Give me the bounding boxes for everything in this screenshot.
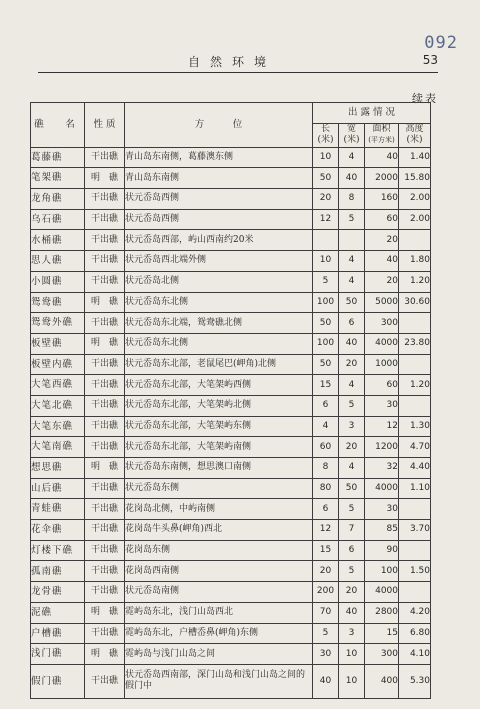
cell-location: 花岗岛北侧，中屿南侧	[125, 499, 313, 520]
cell-name: 浅门礁	[31, 644, 85, 665]
cell-nature: 干出礁	[85, 623, 125, 644]
cell-height: 2.00	[399, 189, 431, 210]
cell-name: 大笔北礁	[31, 395, 85, 416]
cell-location: 状元岙岛东北部，大笔架屿北侧	[125, 395, 313, 416]
cell-height: 4.10	[399, 644, 431, 665]
cell-area: 30	[365, 499, 399, 520]
cell-area: 32	[365, 458, 399, 479]
cell-area: 300	[365, 644, 399, 665]
cell-name: 泥礁	[31, 602, 85, 623]
cell-nature: 明 礁	[85, 602, 125, 623]
table-row	[31, 582, 431, 603]
cell-length: 12	[313, 209, 339, 230]
table-row	[31, 499, 431, 520]
cell-width: 5	[339, 561, 365, 582]
cell-height: 1.40	[399, 147, 431, 168]
cell-height: 6.80	[399, 623, 431, 644]
cell-nature: 干出礁	[85, 520, 125, 541]
cell-name: 青蛙礁	[31, 499, 85, 520]
cell-width: 3	[339, 416, 365, 437]
cell-height	[399, 582, 431, 603]
cell-width: 4	[339, 251, 365, 272]
cell-width: 40	[339, 602, 365, 623]
cell-area: 1000	[365, 354, 399, 375]
cell-area: 100	[365, 561, 399, 582]
cell-name: 大笔西礁	[31, 375, 85, 396]
cell-area: 15	[365, 623, 399, 644]
cell-height: 4.70	[399, 437, 431, 458]
cell-area: 4000	[365, 478, 399, 499]
cell-width: 4	[339, 271, 365, 292]
cell-width: 7	[339, 520, 365, 541]
cell-nature: 干出礁	[85, 271, 125, 292]
cell-length: 50	[313, 168, 339, 189]
cell-length: 6	[313, 499, 339, 520]
cell-nature: 干出礁	[85, 147, 125, 168]
cell-length: 200	[313, 582, 339, 603]
cell-location: 状元岙岛东北部，大笔架屿西侧	[125, 375, 313, 396]
cell-location: 状元岙岛西部，屿山西南约20米	[125, 230, 313, 251]
cell-location: 花岗岛东侧	[125, 540, 313, 561]
cell-height	[399, 395, 431, 416]
cell-area: 4000	[365, 333, 399, 354]
cell-length	[313, 230, 339, 251]
header-width: 宽 (米)	[339, 123, 365, 147]
cell-name: 大笔东礁	[31, 416, 85, 437]
cell-area: 60	[365, 375, 399, 396]
cell-area: 1200	[365, 437, 399, 458]
table-row	[31, 271, 431, 292]
table-row	[31, 664, 431, 698]
cell-length: 40	[313, 664, 339, 698]
cell-length: 5	[313, 271, 339, 292]
cell-height: 3.70	[399, 520, 431, 541]
cell-nature: 干出礁	[85, 437, 125, 458]
cell-location: 状元岙岛西南部，深门山岛和浅门山岛之间的假门中	[125, 664, 313, 698]
cell-name: 笔架礁	[31, 168, 85, 189]
cell-area: 40	[365, 147, 399, 168]
cell-name: 灯楼下礁	[31, 540, 85, 561]
cell-width: 5	[339, 395, 365, 416]
cell-length: 5	[313, 623, 339, 644]
cell-width: 4	[339, 147, 365, 168]
cell-length: 70	[313, 602, 339, 623]
cell-length: 10	[313, 147, 339, 168]
cell-height: 15.80	[399, 168, 431, 189]
cell-location: 状元岙岛东北端，鸳鸯礁北侧	[125, 313, 313, 334]
cell-area: 2800	[365, 602, 399, 623]
cell-location: 状元岙岛东侧	[125, 478, 313, 499]
cell-height: 4.20	[399, 602, 431, 623]
cell-name: 水桶礁	[31, 230, 85, 251]
cell-name: 鸳鸯外礁	[31, 313, 85, 334]
cell-area: 2000	[365, 168, 399, 189]
reef-table	[30, 102, 431, 699]
cell-width	[339, 230, 365, 251]
table-row	[31, 416, 431, 437]
page-number: 53	[422, 53, 438, 67]
cell-width: 20	[339, 354, 365, 375]
cell-length: 6	[313, 395, 339, 416]
cell-height: 1.20	[399, 271, 431, 292]
cell-location: 青山岛东南侧，葛藤澳东侧	[125, 147, 313, 168]
table-row	[31, 644, 431, 665]
cell-length: 4	[313, 416, 339, 437]
cell-length: 60	[313, 437, 339, 458]
cell-width: 4	[339, 375, 365, 396]
cell-width: 6	[339, 313, 365, 334]
cell-area: 160	[365, 189, 399, 210]
table-row	[31, 189, 431, 210]
cell-name: 龙骨礁	[31, 582, 85, 603]
reef-table-body	[31, 147, 431, 698]
cell-name: 小圆礁	[31, 271, 85, 292]
cell-width: 8	[339, 189, 365, 210]
cell-name: 假门礁	[31, 664, 85, 698]
table-row	[31, 561, 431, 582]
cell-name: 葛藤礁	[31, 147, 85, 168]
cell-location: 状元岙岛东北部，大笔架屿南侧	[125, 437, 313, 458]
cell-width: 6	[339, 540, 365, 561]
cell-length: 30	[313, 644, 339, 665]
cell-nature: 干出礁	[85, 189, 125, 210]
table-row	[31, 623, 431, 644]
cell-height: 30.60	[399, 292, 431, 313]
header-location: 方 位	[125, 103, 313, 148]
cell-location: 霓屿岛与浅门山岛之间	[125, 644, 313, 665]
cell-nature: 干出礁	[85, 478, 125, 499]
cell-nature: 干出礁	[85, 375, 125, 396]
table-row	[31, 478, 431, 499]
cell-height	[399, 540, 431, 561]
cell-nature: 干出礁	[85, 313, 125, 334]
table-row	[31, 313, 431, 334]
header-area-label: 面积	[372, 124, 391, 135]
header-nature: 性 质	[85, 103, 125, 148]
cell-name: 山后礁	[31, 478, 85, 499]
cell-nature: 明 礁	[85, 292, 125, 313]
cell-length: 50	[313, 354, 339, 375]
table-row	[31, 168, 431, 189]
cell-length: 15	[313, 540, 339, 561]
cell-nature: 干出礁	[85, 230, 125, 251]
cell-nature: 明 礁	[85, 333, 125, 354]
cell-length: 12	[313, 520, 339, 541]
cell-location: 状元岙岛东北部，老鼠尾巴(岬角)北侧	[125, 354, 313, 375]
cell-location: 状元岙岛南侧	[125, 582, 313, 603]
cell-nature: 干出礁	[85, 354, 125, 375]
cell-location: 霓屿岛东北，户槽岙鼻(岬角)东侧	[125, 623, 313, 644]
cell-nature: 干出礁	[85, 664, 125, 698]
cell-name: 思人礁	[31, 251, 85, 272]
cell-nature: 明 礁	[85, 168, 125, 189]
header-name: 礁 名	[31, 103, 85, 148]
cell-width: 10	[339, 664, 365, 698]
cell-length: 100	[313, 333, 339, 354]
cell-location: 状元岙岛西侧	[125, 209, 313, 230]
table-row	[31, 292, 431, 313]
cell-width: 3	[339, 623, 365, 644]
cell-location: 状元岙岛西北端外侧	[125, 251, 313, 272]
table-row	[31, 458, 431, 479]
table-row	[31, 602, 431, 623]
cell-area: 60	[365, 209, 399, 230]
table-row	[31, 540, 431, 561]
cell-location: 青山岛东南侧	[125, 168, 313, 189]
table-row	[31, 375, 431, 396]
cell-area: 30	[365, 395, 399, 416]
header-length: 长 (米)	[313, 123, 339, 147]
table-row	[31, 333, 431, 354]
cell-name: 户槽礁	[31, 623, 85, 644]
cell-area: 5000	[365, 292, 399, 313]
table-row	[31, 251, 431, 272]
cell-area: 4000	[365, 582, 399, 603]
cell-length: 20	[313, 561, 339, 582]
table-row	[31, 354, 431, 375]
table-row	[31, 147, 431, 168]
cell-length: 10	[313, 251, 339, 272]
table-row	[31, 209, 431, 230]
cell-width: 50	[339, 292, 365, 313]
cell-width: 4	[339, 458, 365, 479]
cell-area: 400	[365, 664, 399, 698]
cell-length: 15	[313, 375, 339, 396]
cell-length: 80	[313, 478, 339, 499]
cell-width: 40	[339, 333, 365, 354]
cell-height	[399, 354, 431, 375]
cell-width: 50	[339, 478, 365, 499]
cell-width: 20	[339, 582, 365, 603]
cell-nature: 干出礁	[85, 540, 125, 561]
handwritten-page-mark: 092	[424, 33, 458, 53]
cell-width: 5	[339, 499, 365, 520]
cell-height: 1.50	[399, 561, 431, 582]
cell-nature: 明 礁	[85, 644, 125, 665]
cell-height: 1.10	[399, 478, 431, 499]
cell-area: 40	[365, 251, 399, 272]
cell-width: 10	[339, 644, 365, 665]
cell-name: 花伞礁	[31, 520, 85, 541]
cell-location: 状元岙岛东北侧	[125, 292, 313, 313]
cell-width: 40	[339, 168, 365, 189]
cell-height: 2.00	[399, 209, 431, 230]
table-row	[31, 395, 431, 416]
cell-name: 想思礁	[31, 458, 85, 479]
cell-location: 状元岙岛东北部，大笔架屿东侧	[125, 416, 313, 437]
cell-area: 20	[365, 271, 399, 292]
cell-nature: 干出礁	[85, 561, 125, 582]
cell-height: 4.40	[399, 458, 431, 479]
cell-name: 板壁礁	[31, 333, 85, 354]
cell-location: 霓屿岛东北，浅门山岛西北	[125, 602, 313, 623]
cell-height	[399, 230, 431, 251]
cell-name: 鸳鸯礁	[31, 292, 85, 313]
cell-location: 花岗岛西南侧	[125, 561, 313, 582]
cell-location: 状元岙岛北侧	[125, 271, 313, 292]
cell-height: 1.30	[399, 416, 431, 437]
header-area	[365, 123, 399, 147]
cell-nature: 干出礁	[85, 251, 125, 272]
cell-name: 孤南礁	[31, 561, 85, 582]
cell-height: 1.80	[399, 251, 431, 272]
cell-location: 花岗岛牛头鼻(岬角)西北	[125, 520, 313, 541]
cell-area: 90	[365, 540, 399, 561]
cell-height: 5.30	[399, 664, 431, 698]
cell-location: 状元岙岛西侧	[125, 189, 313, 210]
cell-name: 龙角礁	[31, 189, 85, 210]
header-height: 高度 (米)	[399, 123, 431, 147]
cell-nature: 干出礁	[85, 395, 125, 416]
cell-area: 12	[365, 416, 399, 437]
table-row	[31, 230, 431, 251]
cell-name: 乌石礁	[31, 209, 85, 230]
cell-name: 大笔南礁	[31, 437, 85, 458]
running-header	[38, 50, 438, 73]
cell-width: 20	[339, 437, 365, 458]
cell-height: 23.80	[399, 333, 431, 354]
cell-length: 100	[313, 292, 339, 313]
cell-length: 20	[313, 189, 339, 210]
cell-length: 8	[313, 458, 339, 479]
cell-area: 85	[365, 520, 399, 541]
cell-nature: 干出礁	[85, 209, 125, 230]
header-area-unit: (平方米)	[368, 136, 395, 145]
cell-area: 300	[365, 313, 399, 334]
cell-height: 1.20	[399, 375, 431, 396]
cell-area: 20	[365, 230, 399, 251]
cell-height	[399, 499, 431, 520]
cell-nature: 干出礁	[85, 582, 125, 603]
cell-name: 板壁内礁	[31, 354, 85, 375]
table-row	[31, 437, 431, 458]
cell-location: 状元岙岛东北侧	[125, 333, 313, 354]
cell-width: 5	[339, 209, 365, 230]
continued-label: 续表	[412, 92, 438, 105]
header-exposure: 出 露 情 况	[313, 103, 431, 124]
cell-nature: 干出礁	[85, 499, 125, 520]
cell-nature: 干出礁	[85, 416, 125, 437]
cell-height	[399, 313, 431, 334]
cell-location: 状元岙岛东南侧，想思澳口南侧	[125, 458, 313, 479]
table-row	[31, 520, 431, 541]
cell-nature: 明 礁	[85, 458, 125, 479]
header-title: 自然环境	[188, 55, 277, 69]
cell-length: 50	[313, 313, 339, 334]
